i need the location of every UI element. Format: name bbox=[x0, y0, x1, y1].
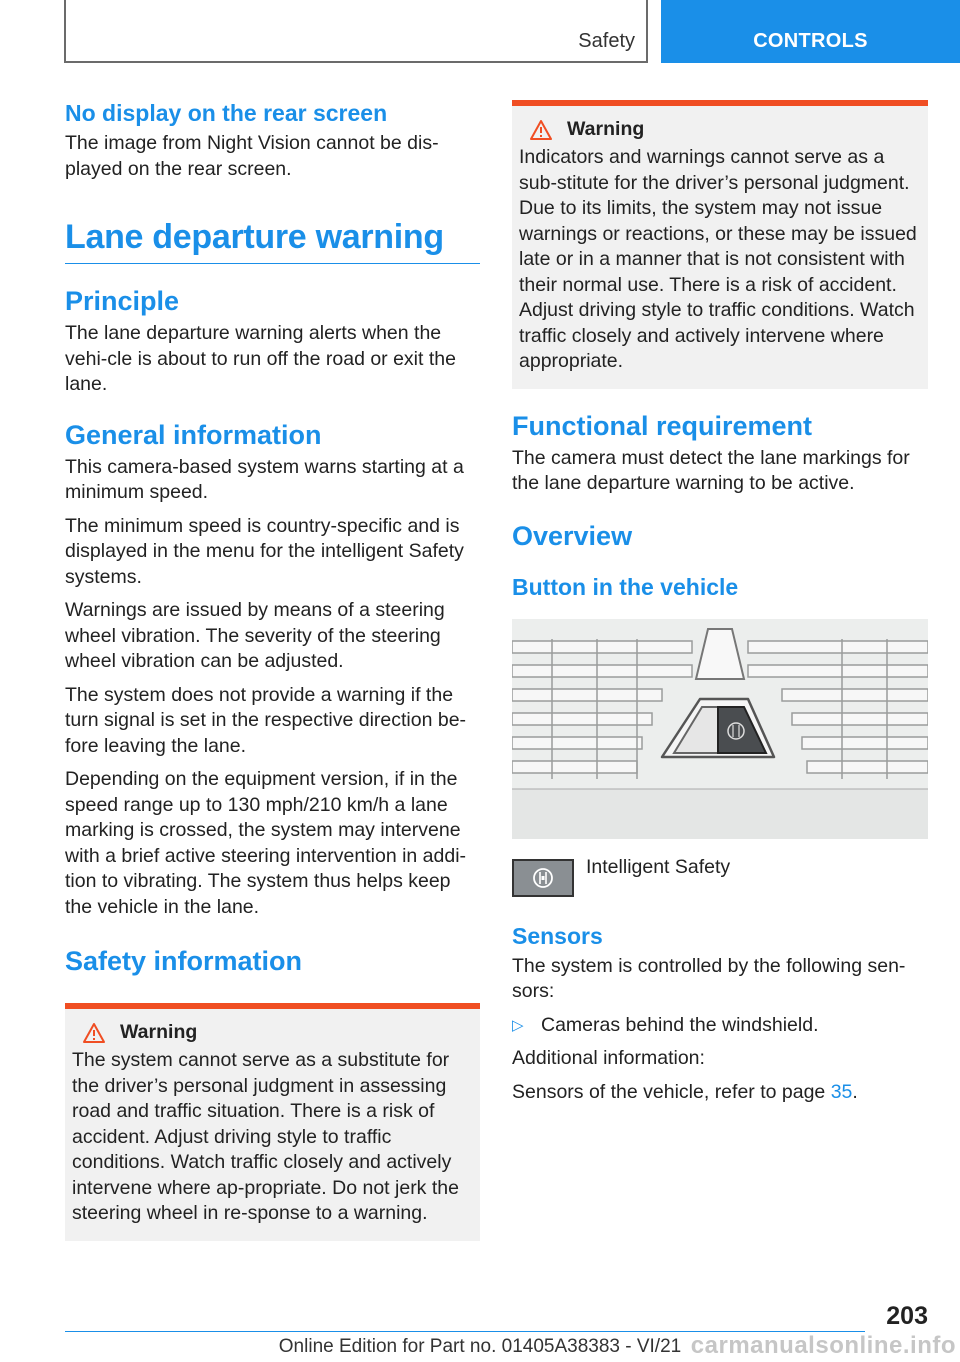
functional-requirement-text: The camera must detect the lane markings for the lane departure warning to be active. bbox=[512, 446, 910, 494]
general-info-heading: General information bbox=[65, 419, 322, 450]
left-column bbox=[65, 100, 480, 1241]
page-number: 203 bbox=[886, 1302, 928, 1330]
warning-label-right: Warning bbox=[567, 118, 645, 140]
additional-info-label: Additional information: bbox=[512, 1047, 705, 1069]
sensors-text: The system is controlled by the following sen‐sors: bbox=[512, 954, 906, 1002]
general-info-text-4: The system does not provide a warning if the turn signal is set in the respective direction be‐fore leaving the lane. bbox=[65, 683, 467, 757]
bullet-text: Cameras behind the windshield. bbox=[541, 1013, 819, 1036]
page-reference-link[interactable]: 35 bbox=[830, 1080, 853, 1103]
dashboard-vent-illustration bbox=[512, 619, 928, 839]
bullet-arrow-icon: ▷ bbox=[512, 1016, 524, 1034]
intelligent-safety-button-icon bbox=[512, 859, 574, 897]
functional-requirement-heading: Functional requirement bbox=[512, 410, 813, 441]
safety-info-heading: Safety information bbox=[65, 946, 303, 976]
reference-text: Sensors of the vehicle, refer to page bbox=[512, 1080, 831, 1103]
lane-icon bbox=[531, 866, 555, 890]
rear-screen-heading: No display on the rear screen bbox=[65, 100, 388, 126]
warning-title-right bbox=[519, 118, 921, 141]
warning-title-left bbox=[72, 1021, 473, 1044]
sensors-heading: Sensors bbox=[512, 922, 603, 949]
reference-line bbox=[512, 1080, 928, 1106]
header-frame bbox=[64, 0, 648, 63]
principle-text: The lane departure warning alerts when the vehi‐cle is about to run off the road or exit the lane. bbox=[65, 322, 456, 395]
right-column bbox=[512, 100, 928, 1113]
general-info-text-1: This camera-based system warns starting at a minimum speed. bbox=[65, 455, 464, 503]
general-info-text-3: Warnings are issued by means of a steering wheel vibration. The severity of the steering wheel vibration can be adjusted. bbox=[65, 599, 445, 672]
warning-box-left bbox=[65, 1003, 480, 1241]
button-location-figure bbox=[512, 619, 928, 839]
caption-text: Intelligent Safety bbox=[586, 855, 731, 878]
reference-end: . bbox=[852, 1080, 858, 1103]
header-chapter-label: CONTROLS bbox=[753, 30, 868, 52]
warning-box-right bbox=[512, 100, 928, 389]
warning-text-right: Indicators and warnings cannot serve as a sub‐stitute for the driver’s personal judgment. Due to its limits, the system may not issue warnings or reactions, or these may be issued late or in a manner that is not consistent with their normal use. There is a risk of accident. Adjust driving style to traffic conditions. Watch traffic closely and actively intervene where appropriate. bbox=[519, 146, 917, 372]
rear-screen-text: The image from Night Vision cannot be dis‐played on the rear screen. bbox=[65, 132, 439, 180]
warning-triangle-icon bbox=[529, 119, 553, 141]
principle-heading: Principle bbox=[65, 286, 180, 316]
warning-label-left: Warning bbox=[120, 1021, 198, 1043]
footer-edition: Online Edition for Part no. 01405A38383 - VI/21 bbox=[278, 1336, 682, 1357]
warning-triangle-icon bbox=[82, 1022, 106, 1044]
general-info-text-2: The minimum speed is country-specific and is displayed in the menu for the intelligent Safety systems. bbox=[65, 514, 464, 588]
figure-caption bbox=[512, 855, 928, 897]
overview-heading: Overview bbox=[512, 520, 633, 551]
page-title: Lane departure warning bbox=[65, 218, 480, 264]
watermark: carmanualsonline.info bbox=[690, 1332, 956, 1359]
button-in-vehicle-heading: Button in the vehicle bbox=[512, 573, 739, 600]
header-chapter-tab[interactable] bbox=[661, 0, 960, 63]
list-item bbox=[512, 1013, 928, 1039]
general-info-text-5: Depending on the equipment version, if in the speed range up to 130 mph/210 km/h a lane marking is crossed, the system may intervene with a brief active steering intervention in addi‐tion to vibrating. The system thus helps keep the vehicle in the lane. bbox=[65, 768, 467, 918]
warning-text-left: The system cannot serve as a substitute for the driver’s personal judgment in assessing road and traffic situation. There is a risk of accident. Adjust driving style to traffic conditions. Watch traffic closely and actively intervene where ap‐propriate. Do not jerk the steering wheel in re‐sponse to a warning. bbox=[72, 1049, 459, 1224]
header-section-title: Safety bbox=[578, 30, 635, 52]
